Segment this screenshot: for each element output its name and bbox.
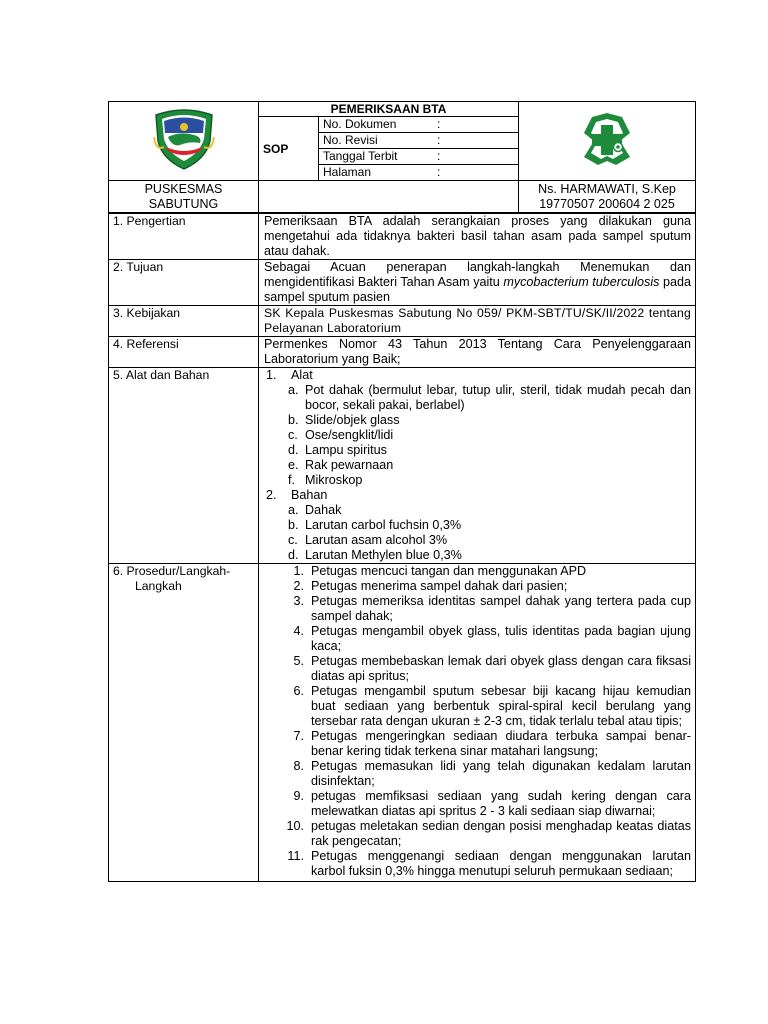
label-pengertian: 1. Pengertian xyxy=(109,214,259,260)
meta-halaman: Halaman : xyxy=(319,165,519,181)
organization-name: PUSKESMAS SABUTUNG xyxy=(109,181,259,213)
puskesmas-cross-logo xyxy=(568,111,646,167)
list-item: a. Pot dahak (bermulut lebar, tutup ulir, steril, tidak mudah pecah dan bocor, sekali pakai, berlabel) xyxy=(288,383,691,412)
list-item: e. Rak pewarnaan xyxy=(288,458,394,472)
label-prosedur: 6. Prosedur/Langkah- Langkah xyxy=(109,564,259,882)
row-pengertian xyxy=(109,214,696,260)
row-kebijakan xyxy=(109,306,696,337)
list-item: d. Larutan Methylen blue 0,3% xyxy=(288,548,462,562)
list-item: b. Slide/objek glass xyxy=(288,413,400,427)
blank-cell xyxy=(259,181,519,213)
list-item: d. Lampu spiritus xyxy=(288,443,387,457)
procedure-step: 5. Petugas membebaskan lemak dari obyek glass dengan cara fiksasi diatas api spritus; xyxy=(293,654,691,683)
district-logo-cell xyxy=(109,102,259,181)
signer-nip: 19770507 200604 2 025 xyxy=(539,196,675,211)
label-alat-bahan: 5. Alat dan Bahan xyxy=(109,368,259,564)
sop-sheet xyxy=(108,101,695,882)
list-alat-bahan xyxy=(259,368,696,564)
row-prosedur xyxy=(109,564,696,882)
text-kebijakan: SK Kepala Puskesmas Sabutung No 059/ PKM-SBT/TU/SK/II/2022 tentang Pelayanan Laboratorium xyxy=(259,306,696,337)
meta-no-revisi: No. Revisi : xyxy=(319,133,519,149)
procedure-step: 7. Petugas mengeringkan sediaan diudara terbuka sampai benar-benar kering tidak terkena sinar matahari langsung; xyxy=(293,729,691,758)
procedure-step: 9. petugas memfiksasi sediaan yang sudah kering dengan cara melewatkan diatas api spritus 2 - 3 kali sediaan siap diwarnai; xyxy=(293,789,691,818)
list-item: c. Larutan asam alcohol 3% xyxy=(288,533,448,547)
district-emblem-logo xyxy=(150,107,218,171)
procedure-step: 2. Petugas menerima sampel dahak dari pasien; xyxy=(293,579,568,593)
procedure-step: 3. Petugas memeriksa identitas sampel dahak yang tertera pada cup sampel dahak; xyxy=(293,594,691,623)
row-tujuan xyxy=(109,260,696,306)
text-referensi: Permenkes Nomor 43 Tahun 2013 Tentang Cara Penyelenggaraan Laboratorium yang Baik; xyxy=(259,337,696,368)
meta-no-dokumen: No. Dokumen : xyxy=(319,117,519,133)
label-kebijakan: 3. Kebijakan xyxy=(109,306,259,337)
sop-body-table xyxy=(108,213,696,882)
list-item: 2. Bahan xyxy=(266,488,328,502)
list-item: b. Larutan carbol fuchsin 0,3% xyxy=(288,518,462,532)
list-item: a. Dahak xyxy=(288,503,342,517)
procedure-step: 8. Petugas memasukan lidi yang telah digunakan kedalam larutan disinfektan; xyxy=(293,759,691,788)
list-item: c. Ose/sengklit/lidi xyxy=(288,428,394,442)
label-referensi: 4. Referensi xyxy=(109,337,259,368)
signer-block xyxy=(519,181,696,213)
document-title: PEMERIKSAAN BTA xyxy=(259,102,519,117)
sop-header-table xyxy=(108,101,696,213)
procedure-step: 6. Petugas mengambil sputum sebesar biji kacang hijau kemudian buat sediaan yang berbentuk spiral-spiral kecil berulang yang tersebar rata dengan ukuran ± 2-3 cm, tidak terlalu tebal atau tipis; xyxy=(293,684,691,728)
text-pengertian: Pemeriksaan BTA adalah serangkaian proses yang dilakukan guna mengetahui ada tidaknya bakteri basil tahan asam pada sampel sputum atau dahak. xyxy=(259,214,696,260)
signer-name: Ns. HARMAWATI, S.Kep xyxy=(538,181,676,196)
puskesmas-logo-cell xyxy=(519,102,696,181)
label-tujuan: 2. Tujuan xyxy=(109,260,259,306)
row-alat-bahan xyxy=(109,368,696,564)
list-item: f. Mikroskop xyxy=(288,473,363,487)
sop-label: SOP xyxy=(259,117,319,181)
text-tujuan: Sebagai Acuan penerapan langkah-langkah Menemukan dan mengidentifikasi Bakteri Tahan Asam yaitu mycobacterium tuberculosis pada sampel sputum pasien xyxy=(259,260,696,306)
procedure-step: 11. Petugas menggenangi sediaan dengan menggunakan larutan karbol fuksin 0,3% hingga menutupi seluruh permukaan sediaan; xyxy=(287,849,691,878)
list-item: 1. Alat xyxy=(266,368,313,382)
row-referensi xyxy=(109,337,696,368)
procedure-step: 1. Petugas mencuci tangan dan menggunakan APD xyxy=(293,564,587,578)
meta-tanggal-terbit: Tanggal Terbit : xyxy=(319,149,519,165)
procedure-step: 10. petugas meletakan sedian dengan posisi menghadap keatas diatas rak pengecatan; xyxy=(286,819,691,848)
list-prosedur-steps xyxy=(259,564,696,882)
procedure-step: 4. Petugas mengambil obyek glass, tulis identitas pada bagian ujung kaca; xyxy=(293,624,691,653)
